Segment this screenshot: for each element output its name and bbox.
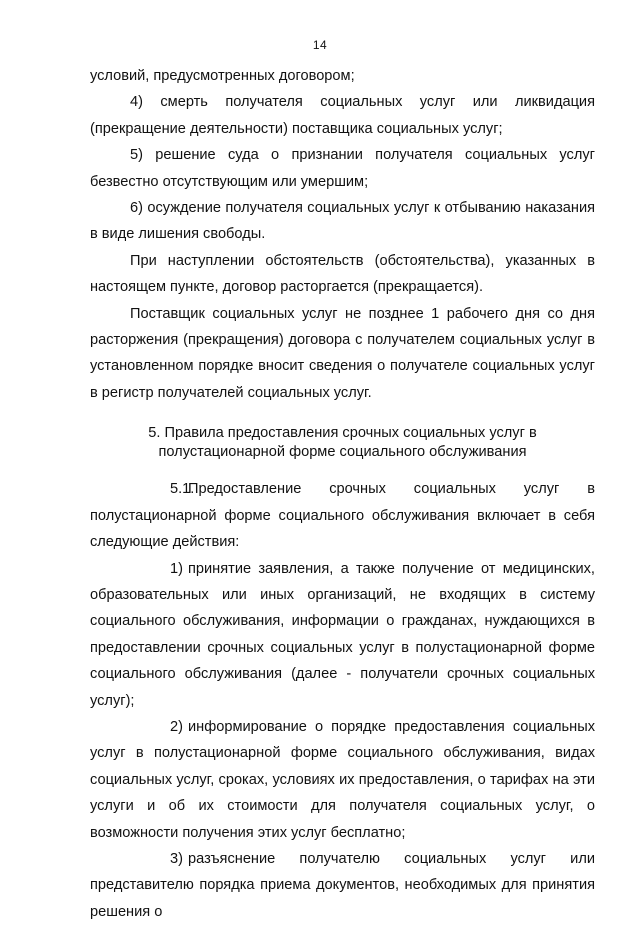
section-heading-line-2: полустационарной форме социального обслуживания xyxy=(158,444,527,461)
list-item-1 xyxy=(90,556,595,714)
list-item-3 xyxy=(90,846,595,925)
paragraph-continuation: условий, предусмотренных договором; xyxy=(90,68,355,84)
list-item-text: разъяснение получателю социальных услуг или представителю порядка приема документов, необходимых для принятия решения о xyxy=(90,850,595,920)
paragraph-item-6: 6) осуждение получателя социальных услуг к отбыванию наказания в виде лишения свободы. xyxy=(90,200,595,243)
list-item-number: 2) xyxy=(170,718,183,735)
clause-number: 5.1. xyxy=(170,481,195,498)
section-heading xyxy=(90,424,595,462)
list-item-text: информирование о порядке предоставления социальных услуг в полустационарной форме социального обслуживания, видах социальных услуг, сроках, условиях их предоставления, о тарифах на эти услуги и об их стоимости для получателя социальных услуг, о возможности получения этих услуг бесплатно; xyxy=(90,718,595,841)
paragraph-provider-duty: Поставщик социальных услуг не позднее 1 рабочего дня со дня расторжения (прекращения) договора с получателем социальных услуг в установленном порядке вносит сведения о получателе социальных услуг в регистр получателей социальных услуг. xyxy=(90,305,595,401)
paragraph-item-5: 5) решение суда о признании получателя социальных услуг безвестно отсутствующим или умершим; xyxy=(90,147,595,190)
paragraph-5-1 xyxy=(90,476,595,555)
list-item-2 xyxy=(90,714,595,846)
paragraph-item-4: 4) смерть получателя социальных услуг или ликвидация (прекращение деятельности) поставщика социальных услуг; xyxy=(90,94,595,137)
section-heading-line-1: 5. Правила предоставления срочных социальных услуг в xyxy=(148,425,537,442)
clause-text: Предоставление срочных социальных услуг в полустационарной форме социального обслуживания включает в себя следующие действия: xyxy=(90,481,595,551)
document-body xyxy=(90,63,595,925)
paragraph-termination: При наступлении обстоятельств (обстоятельства), указанных в настоящем пункте, договор расторгается (прекращается). xyxy=(90,252,595,296)
list-item-text: принятие заявления, а также получение от медицинских, образовательных или иных организаций, не входящих в систему социального обслуживания, информации о гражданах, нуждающихся в предоставлении срочных социальных услуг в полустационарной форме социального обслуживания (далее - получатели срочных социальных услуг); xyxy=(90,560,595,709)
list-item-number: 1) xyxy=(170,560,183,577)
page-number: 14 xyxy=(312,38,328,52)
list-item-number: 3) xyxy=(170,850,183,867)
